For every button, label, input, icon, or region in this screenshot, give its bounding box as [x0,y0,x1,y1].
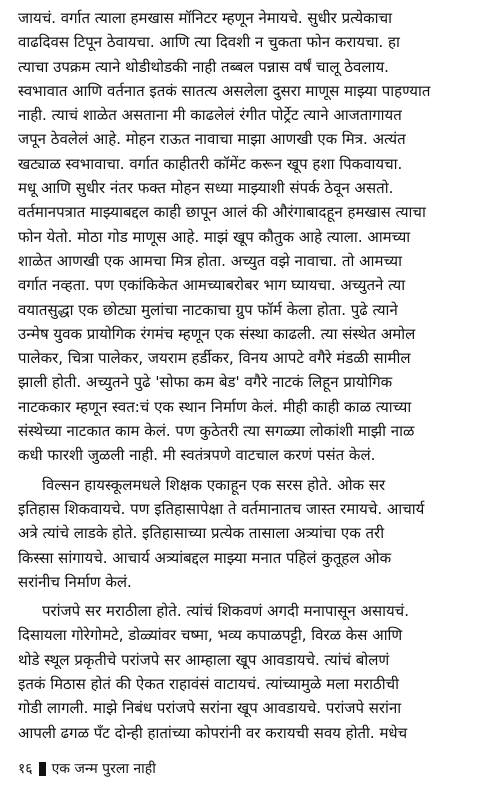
text-line: गोडी लागली. माझे निबंध परांजपे सरांना खूप आवडायचे. परांजपे सरांना [18,699,402,718]
text-line: फोन येतो. मोठा गोड माणूस आहे. माझं खूप कौतुक आहे त्याला. आमच्या [18,227,411,246]
text-line: शाळेत आणखी एक आमचा मित्र होता. अच्युत वझे नावाचा. तो आमच्या [18,251,402,270]
text-line: अत्रे त्यांचे लाडके होते. इतिहासाच्या प्रत्येक तासाला अत्र्यांचा एक तरी [18,524,385,543]
text-line: नाटककार म्हणून स्वत:चं एक स्थान निर्माण केलं. मीही काही काळ त्याच्या [18,397,412,416]
text-line: मधू आणि सुधीर नंतर फक्त मोहन सध्या माझ्याशी संपर्क ठेवून असतो. [18,179,394,198]
book-title: एक जन्म पुरला नाही [51,761,156,777]
text-line: त्याचा उपक्रम त्याने थोडीथोडकी नाही तब्बल पन्नास वर्षं चालू ठेवलाय. [18,57,389,76]
text-line: जायचं. वर्गात त्याला हमखास मॉनिटर म्हणून नेमायचे. सुधीर प्रत्येकाचा [18,9,392,27]
text-line: परांजपे सर मराठीला होते. त्यांचं शिकवणं अगदी मनापासून असायचं. [42,602,409,621]
text-line: सरांनीच निर्माण केलं. [18,572,132,591]
paragraph [18,473,466,594]
text-line: जपून ठेवलेलं आहे. मोहन राऊत नावाचा माझा आणखी एक मित्र. अत्यंत [18,130,406,149]
text-line: स्वभावात आणि वर्तनात इतकं सातत्य असलेला दुसरा माणूस माझ्या पाहण्यात [18,81,431,100]
text-line: आपली ढगळ पँट दोन्ही हातांच्या कोपरांनी वर करायची सवय होती. मधेच [18,723,408,742]
paragraph [18,6,466,468]
text-line: किस्सा सांगायचे. आचार्य अत्र्यांबद्दल माझ्या मनात पहिलं कुतूहल ओक [18,548,392,567]
page-number: १६ [18,761,33,777]
text-line: वर्तमानपत्रात माझ्याबद्दल काही छापून आलं की औरंगाबादहून हमखास त्याचा [18,203,426,222]
text-line: झाली होती. अच्युतने पुढे 'सोफा कम बेड' वगैरे नाटकं लिहून प्रायोगिक [18,373,393,392]
footer-separator-bar [39,762,46,776]
text-line: वर्गात नव्हता. पण एकांकिकेत आमच्याबरोबर भाग घ्यायचा. अच्युतने त्या [18,276,406,295]
paragraph [18,599,466,745]
text-line: नाही. त्याचं शाळेत असताना मी काढलेलं रंगीत पोर्ट्रेट त्याने आजतागायत [18,106,402,125]
text-line: विल्सन हायस्कूलमधले शिक्षक एकाहून एक सरस होते. ओक सर [42,475,386,494]
text-line: थोडे स्थूल प्रकृतीचे परांजपे सर आम्हाला खूप आवडायचे. त्यांचं बोलणं [18,650,390,669]
text-line: वयातसुद्धा एक छोट्या मुलांचा नाटकाचा ग्रुप फॉर्म केला होता. पुढे त्याने [18,300,398,319]
text-line: दिसायला गोरेगोमटे, डोळ्यांवर चष्मा, भव्य कपाळपट्टी, विरळ केस आणि [18,626,403,645]
text-line: इतकं मिठास होतं की ऐकत राहावंसं वाटायचं. त्यांच्यामुळे मला मराठीची [18,675,399,694]
text-line: उन्मेष युवक प्रायोगिक रंगमंच म्हणून एक संस्था काढली. त्या संस्थेत अमोल [18,324,416,343]
text-line: पालेकर, चित्रा पालेकर, जयराम हर्डीकर, विनय आपटे वगैरे मंडळी सामील [18,349,411,368]
page-footer [18,759,156,779]
text-line: इतिहास शिकवायचे. पण इतिहासापेक्षा ते वर्तमानातच जास्त रमायचे. आचार्य [18,499,425,518]
text-line: संस्थेच्या नाटकात काम केलं. पण कुठेतरी त्या सगळ्या लोकांशी माझी नाळ [18,422,415,441]
text-line: कधी फारशी जुळली नाही. मी स्वतंत्रपणे वाटचाल करणं पसंत केलं. [18,446,376,465]
text-line: वाढदिवस टिपून ठेवायचा. आणि त्या दिवशी न चुकता फोन करायचा. हा [18,33,400,52]
text-line: खट्याळ स्वभावाचा. वर्गात काहीतरी कॉमेंट करून खूप हशा पिकवायचा. [18,154,403,173]
